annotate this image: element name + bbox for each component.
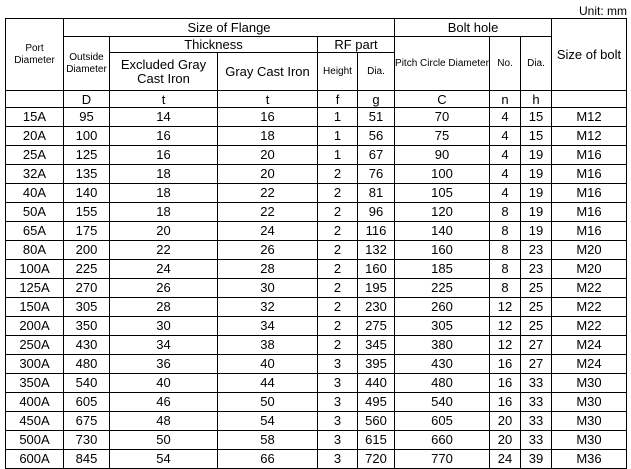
cell-thickness-excluded: 50 [110, 431, 218, 450]
cell-port-diameter: 400A [6, 393, 64, 412]
cell-bolt-dia: 19 [521, 222, 552, 241]
header-pitch-circle-diameter: Pitch Circle Diameter [395, 37, 490, 91]
cell-bolt-dia: 23 [521, 260, 552, 279]
cell-bolt-size: M30 [552, 393, 627, 412]
cell-rf-height: 2 [318, 203, 358, 222]
table-row [6, 241, 627, 260]
cell-rf-dia: 116 [358, 222, 395, 241]
cell-bolt-dia: 27 [521, 336, 552, 355]
cell-bolt-size: M16 [552, 146, 627, 165]
cell-thickness-gray: 22 [218, 184, 318, 203]
cell-bolt-dia: 33 [521, 431, 552, 450]
cell-bolt-no: 4 [490, 127, 521, 146]
cell-bolt-dia: 15 [521, 108, 552, 127]
cell-pitch-circle-diameter: 480 [395, 374, 490, 393]
header-port-diameter: Port Diameter [6, 19, 64, 91]
cell-rf-height: 2 [318, 222, 358, 241]
cell-thickness-excluded: 18 [110, 165, 218, 184]
cell-thickness-gray: 38 [218, 336, 318, 355]
cell-thickness-gray: 44 [218, 374, 318, 393]
cell-pitch-circle-diameter: 140 [395, 222, 490, 241]
cell-pitch-circle-diameter: 185 [395, 260, 490, 279]
cell-bolt-dia: 39 [521, 450, 552, 469]
cell-bolt-size: M20 [552, 241, 627, 260]
cell-thickness-gray: 30 [218, 279, 318, 298]
cell-rf-dia: 160 [358, 260, 395, 279]
cell-outside-diameter: 845 [64, 450, 110, 469]
cell-port-diameter: 350A [6, 374, 64, 393]
cell-bolt-dia: 19 [521, 184, 552, 203]
cell-outside-diameter: 135 [64, 165, 110, 184]
cell-rf-dia: 76 [358, 165, 395, 184]
cell-bolt-no: 16 [490, 355, 521, 374]
cell-rf-dia: 132 [358, 241, 395, 260]
table-row [6, 222, 627, 241]
cell-rf-dia: 440 [358, 374, 395, 393]
cell-rf-dia: 51 [358, 108, 395, 127]
header-size-of-bolt: Size of bolt [552, 19, 627, 91]
cell-rf-dia: 230 [358, 298, 395, 317]
cell-rf-height: 2 [318, 260, 358, 279]
cell-rf-dia: 275 [358, 317, 395, 336]
cell-outside-diameter: 730 [64, 431, 110, 450]
cell-rf-dia: 56 [358, 127, 395, 146]
table-body [6, 108, 627, 469]
table-row [6, 203, 627, 222]
cell-port-diameter: 80A [6, 241, 64, 260]
cell-pitch-circle-diameter: 105 [395, 184, 490, 203]
cell-pitch-circle-diameter: 380 [395, 336, 490, 355]
cell-pitch-circle-diameter: 540 [395, 393, 490, 412]
cell-rf-dia: 67 [358, 146, 395, 165]
symbol-g: g [358, 91, 395, 108]
cell-bolt-size: M30 [552, 374, 627, 393]
cell-port-diameter: 125A [6, 279, 64, 298]
cell-bolt-dia: 33 [521, 374, 552, 393]
cell-thickness-gray: 58 [218, 431, 318, 450]
cell-port-diameter: 65A [6, 222, 64, 241]
cell-thickness-gray: 28 [218, 260, 318, 279]
cell-rf-height: 2 [318, 241, 358, 260]
cell-thickness-excluded: 14 [110, 108, 218, 127]
cell-bolt-size: M20 [552, 260, 627, 279]
cell-bolt-size: M24 [552, 336, 627, 355]
cell-thickness-gray: 16 [218, 108, 318, 127]
cell-thickness-gray: 32 [218, 298, 318, 317]
cell-pitch-circle-diameter: 430 [395, 355, 490, 374]
cell-bolt-no: 8 [490, 279, 521, 298]
table-row [6, 108, 627, 127]
cell-outside-diameter: 675 [64, 412, 110, 431]
cell-pitch-circle-diameter: 225 [395, 279, 490, 298]
cell-thickness-gray: 20 [218, 165, 318, 184]
cell-bolt-dia: 25 [521, 279, 552, 298]
cell-bolt-size: M22 [552, 317, 627, 336]
cell-rf-dia: 345 [358, 336, 395, 355]
cell-bolt-dia: 19 [521, 146, 552, 165]
table-row [6, 393, 627, 412]
cell-thickness-excluded: 16 [110, 127, 218, 146]
cell-outside-diameter: 100 [64, 127, 110, 146]
cell-thickness-excluded: 34 [110, 336, 218, 355]
cell-bolt-no: 24 [490, 450, 521, 469]
cell-thickness-gray: 22 [218, 203, 318, 222]
symbol-t-excluded: t [110, 91, 218, 108]
cell-port-diameter: 40A [6, 184, 64, 203]
cell-bolt-size: M16 [552, 184, 627, 203]
table-row [6, 260, 627, 279]
unit-label: Unit: mm [579, 4, 627, 18]
cell-pitch-circle-diameter: 660 [395, 431, 490, 450]
symbol-h: h [521, 91, 552, 108]
table-row [6, 336, 627, 355]
cell-bolt-no: 16 [490, 393, 521, 412]
cell-outside-diameter: 140 [64, 184, 110, 203]
cell-bolt-dia: 15 [521, 127, 552, 146]
cell-rf-height: 3 [318, 431, 358, 450]
table-row [6, 355, 627, 374]
cell-rf-height: 3 [318, 412, 358, 431]
cell-thickness-gray: 50 [218, 393, 318, 412]
cell-bolt-no: 20 [490, 412, 521, 431]
cell-bolt-no: 12 [490, 317, 521, 336]
cell-outside-diameter: 605 [64, 393, 110, 412]
cell-pitch-circle-diameter: 120 [395, 203, 490, 222]
cell-bolt-size: M30 [552, 412, 627, 431]
cell-outside-diameter: 200 [64, 241, 110, 260]
cell-pitch-circle-diameter: 260 [395, 298, 490, 317]
cell-thickness-excluded: 30 [110, 317, 218, 336]
cell-rf-height: 2 [318, 279, 358, 298]
cell-pitch-circle-diameter: 70 [395, 108, 490, 127]
table-row [6, 165, 627, 184]
cell-rf-height: 2 [318, 165, 358, 184]
cell-bolt-size: M16 [552, 165, 627, 184]
table-row [6, 317, 627, 336]
header-thickness: Thickness [110, 37, 318, 53]
cell-bolt-no: 12 [490, 298, 521, 317]
cell-outside-diameter: 95 [64, 108, 110, 127]
cell-bolt-no: 16 [490, 374, 521, 393]
cell-bolt-size: M12 [552, 127, 627, 146]
cell-outside-diameter: 225 [64, 260, 110, 279]
cell-bolt-dia: 27 [521, 355, 552, 374]
cell-pitch-circle-diameter: 75 [395, 127, 490, 146]
table-row [6, 450, 627, 469]
cell-port-diameter: 250A [6, 336, 64, 355]
table-row [6, 431, 627, 450]
cell-bolt-dia: 19 [521, 203, 552, 222]
cell-thickness-excluded: 26 [110, 279, 218, 298]
cell-bolt-dia: 25 [521, 298, 552, 317]
cell-thickness-excluded: 24 [110, 260, 218, 279]
cell-rf-height: 3 [318, 450, 358, 469]
cell-thickness-excluded: 22 [110, 241, 218, 260]
symbol-spacer [6, 91, 64, 108]
cell-outside-diameter: 270 [64, 279, 110, 298]
header-excluded-gray-cast-iron: Excluded Gray Cast Iron [110, 53, 218, 91]
cell-thickness-gray: 18 [218, 127, 318, 146]
cell-bolt-no: 4 [490, 165, 521, 184]
cell-bolt-no: 8 [490, 260, 521, 279]
cell-port-diameter: 450A [6, 412, 64, 431]
cell-rf-dia: 395 [358, 355, 395, 374]
cell-rf-height: 1 [318, 108, 358, 127]
header-gray-cast-iron: Gray Cast Iron [218, 53, 318, 91]
cell-rf-height: 3 [318, 355, 358, 374]
cell-outside-diameter: 350 [64, 317, 110, 336]
cell-bolt-size: M16 [552, 203, 627, 222]
cell-port-diameter: 50A [6, 203, 64, 222]
cell-thickness-gray: 66 [218, 450, 318, 469]
cell-outside-diameter: 125 [64, 146, 110, 165]
table-row [6, 298, 627, 317]
header-bolt-hole: Bolt hole [395, 19, 552, 37]
symbol-n: n [490, 91, 521, 108]
cell-bolt-no: 8 [490, 222, 521, 241]
cell-port-diameter: 500A [6, 431, 64, 450]
flange-dimension-table [5, 18, 627, 469]
symbol-spacer-bolt [552, 91, 627, 108]
cell-port-diameter: 200A [6, 317, 64, 336]
header-bolt-dia: Dia. [521, 37, 552, 91]
cell-thickness-gray: 40 [218, 355, 318, 374]
cell-thickness-gray: 24 [218, 222, 318, 241]
cell-thickness-excluded: 18 [110, 184, 218, 203]
cell-bolt-dia: 23 [521, 241, 552, 260]
header-rf-height: Height [318, 53, 358, 91]
cell-rf-dia: 560 [358, 412, 395, 431]
cell-rf-dia: 81 [358, 184, 395, 203]
table-row [6, 127, 627, 146]
cell-bolt-no: 8 [490, 203, 521, 222]
cell-thickness-gray: 34 [218, 317, 318, 336]
cell-bolt-no: 12 [490, 336, 521, 355]
cell-bolt-dia: 33 [521, 393, 552, 412]
symbol-t-gray: t [218, 91, 318, 108]
cell-rf-dia: 96 [358, 203, 395, 222]
symbol-d: D [64, 91, 110, 108]
cell-bolt-size: M30 [552, 431, 627, 450]
cell-bolt-no: 20 [490, 431, 521, 450]
cell-pitch-circle-diameter: 90 [395, 146, 490, 165]
cell-rf-height: 3 [318, 393, 358, 412]
cell-thickness-excluded: 54 [110, 450, 218, 469]
cell-rf-height: 3 [318, 374, 358, 393]
cell-port-diameter: 25A [6, 146, 64, 165]
table-row [6, 412, 627, 431]
cell-outside-diameter: 480 [64, 355, 110, 374]
cell-rf-height: 2 [318, 336, 358, 355]
cell-pitch-circle-diameter: 100 [395, 165, 490, 184]
header-bolt-no: No. [490, 37, 521, 91]
cell-pitch-circle-diameter: 770 [395, 450, 490, 469]
cell-thickness-excluded: 16 [110, 146, 218, 165]
cell-port-diameter: 300A [6, 355, 64, 374]
cell-port-diameter: 150A [6, 298, 64, 317]
cell-port-diameter: 32A [6, 165, 64, 184]
cell-bolt-size: M22 [552, 298, 627, 317]
cell-bolt-dia: 33 [521, 412, 552, 431]
cell-thickness-excluded: 28 [110, 298, 218, 317]
cell-rf-dia: 495 [358, 393, 395, 412]
cell-rf-height: 2 [318, 184, 358, 203]
cell-bolt-dia: 19 [521, 165, 552, 184]
table-row [6, 146, 627, 165]
header-rf-dia: Dia. [358, 53, 395, 91]
cell-port-diameter: 600A [6, 450, 64, 469]
symbol-f: f [318, 91, 358, 108]
cell-thickness-gray: 54 [218, 412, 318, 431]
cell-bolt-size: M24 [552, 355, 627, 374]
cell-pitch-circle-diameter: 305 [395, 317, 490, 336]
cell-outside-diameter: 155 [64, 203, 110, 222]
cell-thickness-gray: 20 [218, 146, 318, 165]
cell-bolt-size: M22 [552, 279, 627, 298]
cell-bolt-size: M36 [552, 450, 627, 469]
cell-pitch-circle-diameter: 605 [395, 412, 490, 431]
cell-thickness-excluded: 40 [110, 374, 218, 393]
cell-port-diameter: 20A [6, 127, 64, 146]
cell-bolt-size: M12 [552, 108, 627, 127]
cell-thickness-excluded: 20 [110, 222, 218, 241]
cell-rf-height: 2 [318, 298, 358, 317]
cell-thickness-excluded: 36 [110, 355, 218, 374]
cell-port-diameter: 100A [6, 260, 64, 279]
cell-outside-diameter: 430 [64, 336, 110, 355]
header-size-of-flange: Size of Flange [64, 19, 395, 37]
cell-bolt-size: M16 [552, 222, 627, 241]
symbol-c: C [395, 91, 490, 108]
header-rf-part: RF part [318, 37, 395, 53]
cell-port-diameter: 15A [6, 108, 64, 127]
cell-outside-diameter: 540 [64, 374, 110, 393]
cell-outside-diameter: 305 [64, 298, 110, 317]
cell-bolt-no: 8 [490, 241, 521, 260]
header-outside-diameter: Outside Diameter [64, 37, 110, 91]
cell-bolt-no: 4 [490, 184, 521, 203]
cell-rf-height: 2 [318, 317, 358, 336]
cell-bolt-no: 4 [490, 108, 521, 127]
cell-thickness-excluded: 18 [110, 203, 218, 222]
cell-outside-diameter: 175 [64, 222, 110, 241]
cell-rf-height: 1 [318, 127, 358, 146]
cell-thickness-gray: 26 [218, 241, 318, 260]
cell-rf-dia: 720 [358, 450, 395, 469]
table-row [6, 279, 627, 298]
cell-rf-height: 1 [318, 146, 358, 165]
cell-thickness-excluded: 46 [110, 393, 218, 412]
cell-thickness-excluded: 48 [110, 412, 218, 431]
table-row [6, 374, 627, 393]
cell-bolt-dia: 25 [521, 317, 552, 336]
cell-rf-dia: 195 [358, 279, 395, 298]
cell-pitch-circle-diameter: 160 [395, 241, 490, 260]
cell-bolt-no: 4 [490, 146, 521, 165]
table-row [6, 184, 627, 203]
cell-rf-dia: 615 [358, 431, 395, 450]
